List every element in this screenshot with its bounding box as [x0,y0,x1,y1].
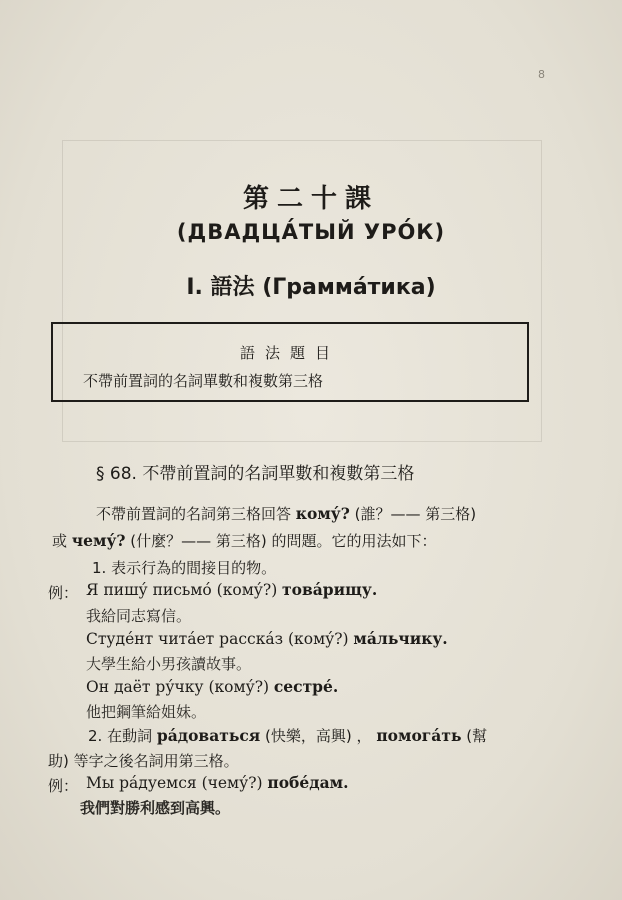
russian-word: кому́? [295,504,350,523]
intro-text: 或 [52,532,68,550]
point-text: (快樂，高興) ， [265,727,372,745]
example-2-chinese: 大學生給小男孩讀故事。 [86,655,252,673]
lesson-title: 第二十課 [242,184,379,214]
example-4-russian [86,773,348,792]
grammar-topic-box [51,322,529,402]
section-title: I. 語法 (Грамма́тика) [186,275,436,300]
example-3-russian [86,677,338,696]
example-1-chinese: 我給同志寫信。 [86,607,192,625]
example-3-chinese: 他把鋼筆給姐妹。 [86,703,207,721]
paragraph-heading: § 68. 不帶前置詞的名詞單數和複數第三格 [96,464,415,484]
example-1-russian [86,580,377,599]
example-label: 例： [48,777,79,795]
point-2-line-1 [88,725,487,746]
topic-text: 不帶前置詞的名詞單數和複數第三格 [83,372,324,390]
russian-dative: ма́льчику. [353,629,448,648]
point-2-line-2: 助) 等字之後名詞用第三格。 [48,752,239,770]
russian-verb: ра́доваться [156,726,261,745]
intro-text: (誰？—— 第三格) [354,505,477,523]
russian-word: чему́? [71,531,126,550]
point-text: 2. 在動詞 [88,727,153,745]
intro-text: (什麼？—— 第三格) 的問題。它的用法如下： [130,532,437,550]
russian-dative: това́рищу. [282,580,378,599]
intro-text: 不帶前置詞的名詞第三格回答 [96,505,292,523]
russian-text: Студе́нт чита́ет расска́з (кому́?) [86,630,349,648]
point-1: 1. 表示行為的間接目的物。 [92,559,277,577]
intro-line-2 [52,530,437,551]
example-4-chinese: 我們對勝利感到高興。 [80,799,231,817]
russian-verb: помога́ть [376,726,462,745]
russian-text: Он даёт ру́чку (кому́?) [86,678,270,696]
russian-dative: сестре́. [273,677,339,696]
intro-line-1 [96,503,476,524]
russian-text: Мы ра́дуемся (чему́?) [86,774,263,792]
example-2-russian [86,629,448,648]
russian-text: Я пишу́ письмо́ (кому́?) [86,581,278,599]
topic-heading: 語法題目 [239,344,340,362]
lesson-subtitle: (ДВАДЦА́ТЫЙ УРО́К) [176,220,446,244]
example-label: 例： [48,584,79,602]
point-text: (幫 [466,727,488,745]
russian-dative: побе́дам. [267,773,349,792]
page-mark: 8 [538,68,545,81]
